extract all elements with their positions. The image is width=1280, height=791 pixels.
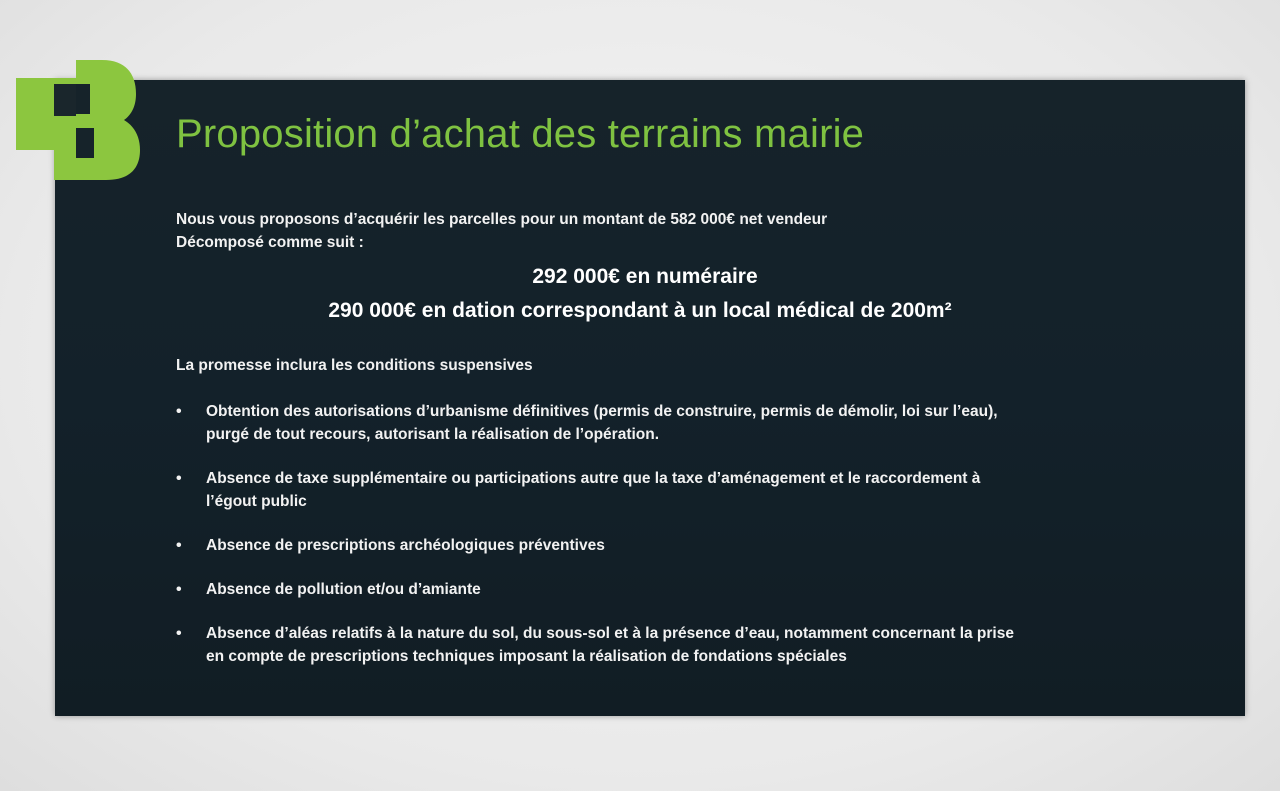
bullet-icon: • [176,625,182,642]
condition-line: Absence d’aléas relatifs à la nature du sol, du sous-sol et à la présence d’eau, notamment concernant la prise [206,625,1014,642]
list-item [176,622,1176,668]
amount-dation: 290 000€ en dation correspondant à un local médical de 200m² [328,299,952,322]
condition-line: Absence de pollution et/ou d’amiante [206,581,481,598]
intro-line-breakdown: Décomposé comme suit : [176,234,364,251]
amount-cash: 292 000€ en numéraire [532,265,758,288]
intro-text [176,208,827,254]
condition-line: en compte de prescriptions techniques imposant la réalisation de fondations spéciales [206,648,847,665]
condition-line: Obtention des autorisations d’urbanisme définitives (permis de construire, permis de démolir, loi sur l’eau), [206,403,998,420]
condition-line: Absence de taxe supplémentaire ou participations autre que la taxe d’aménagement et le raccordement à [206,470,981,487]
condition-line: purgé de tout recours, autorisant la réalisation de l’opération. [206,426,660,443]
bullet-icon: • [176,470,182,487]
bullet-icon: • [176,581,182,598]
intro-line-amount: Nous vous proposons d’acquérir les parcelles pour un montant de 582 000€ net vendeur [176,211,828,228]
amounts-block [55,260,1245,328]
condition-line: l’égout public [206,493,307,510]
conditions-list [176,400,1176,689]
bullet-icon: • [176,537,182,554]
list-item [176,400,1176,446]
slide-title: Proposition d’achat des terrains mairie [176,112,865,156]
list-item [176,534,1176,557]
green-b-logo-icon [14,58,140,180]
list-item [176,467,1176,513]
conditions-heading: La promesse inclura les conditions suspensives [176,357,533,374]
bullet-icon: • [176,403,182,420]
list-item [176,578,1176,601]
condition-line: Absence de prescriptions archéologiques préventives [206,537,605,554]
